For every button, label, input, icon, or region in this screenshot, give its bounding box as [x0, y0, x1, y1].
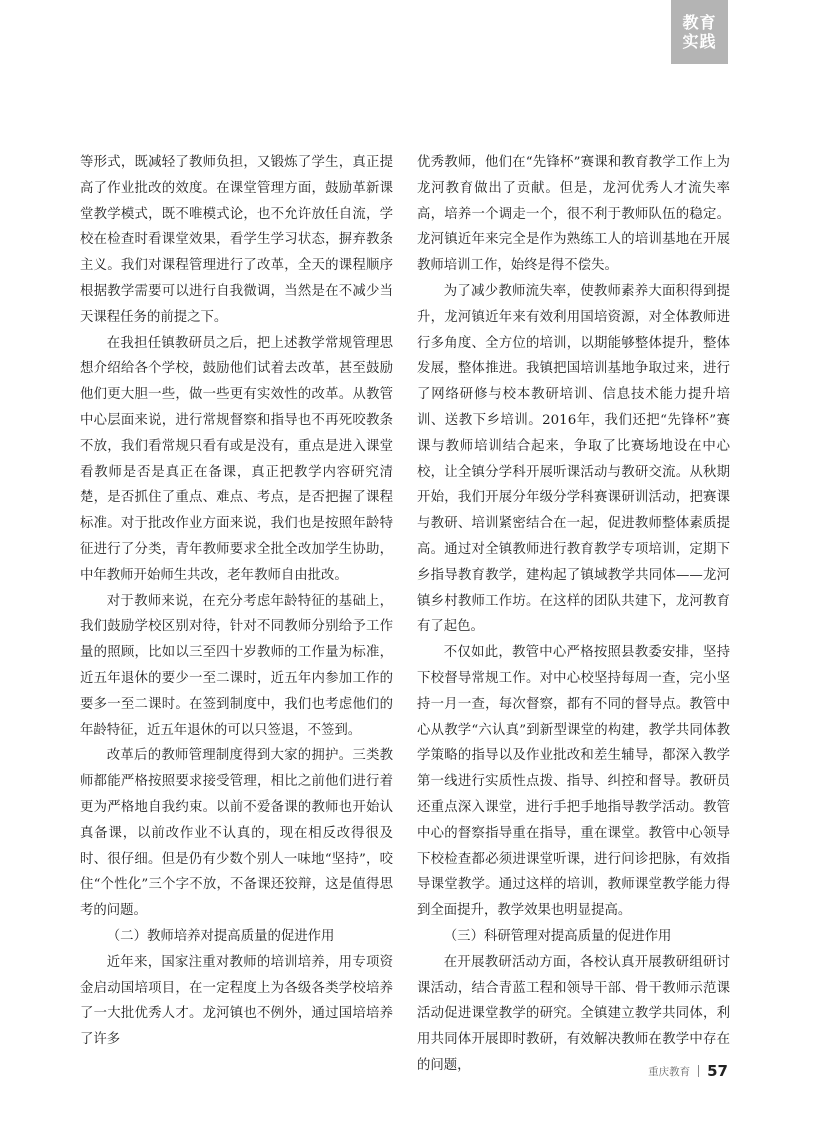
paragraph: 在开展教研活动方面，各校认真开展教研组研讨课活动，结合青蓝工程和领导干部、骨干教师示范课活动促进课堂教学的研究。全镇建立教学共同体，利用共同体开展即时教研，有效解决教师在教学中存在的问题，	[417, 954, 730, 1073]
right-column	[417, 150, 730, 1079]
section-tab-line2: 实践	[682, 32, 717, 51]
left-column	[80, 150, 393, 1053]
section-heading: （二）教师培养对提高质量的促进作用	[106, 928, 335, 944]
paragraph: 不仅如此，教管中心严格按照县教委安排，坚持下校督导常规工作。对中心校坚持每周一查，完小坚持一月一查，每次督察，都有不同的督导点。教管中心从教学“六认真”到新型课堂的构建，教学共同体教学策略的指导以及作业批改和差生辅导，都深入教学第一线进行实质性点拨、指导、纠控和督导。教研员还重点深入课堂，进行手把手地指导教学活动。教管中心的督察指导重在指导，重在课堂。教管中心领导下校检查都必须进课堂听课，进行问诊把脉，有效指导课堂教学。通过这样的培训，教师课堂教学能力得到全面提升，教学效果也明显提高。	[417, 645, 730, 919]
paragraph: 改革后的教师管理制度得到大家的拥护。三类教师都能严格按照要求接受管理，相比之前他们进行着更为严格地自我约束。以前不爱备课的教师也开始认真备课，以前改作业不认真的，现在相反改得很及时、很仔细。但是仍有少数个别人一味地“坚持”，咬住“个性化”三个字不放，不备课还狡辩，这是值得思考的问题。	[80, 748, 393, 919]
page-footer	[648, 1062, 728, 1080]
journal-name: 重庆教育	[648, 1065, 691, 1078]
paragraph: 近年来，国家注重对教师的培训培养，用专项资金启动国培项目，在一定程度上为各级各类学校培养了一大批优秀人才。龙河镇也不例外，通过国培培养了许多	[80, 954, 393, 1048]
paragraph: 优秀教师，他们在“先锋杯”赛课和教育教学工作上为龙河教育做出了贡献。但是，龙河优秀人才流失率高，培养一个调走一个，很不利于教师队伍的稳定。龙河镇近年来完全是作为熟练工人的培训基地在开展教师培训工作，始终是得不偿失。	[417, 155, 730, 274]
paragraph: 等形式，既减轻了教师负担，又锻炼了学生，真正提高了作业批改的效度。在课堂管理方面，鼓励革新课堂教学模式，既不唯模式论，也不允许放任自流，学校在检查时看课堂效果，看学生学习状态，摒弃教条主义。我们对课程管理进行了改革，全天的课程顺序根据教学需要可以进行自我微调，当然是在不减少当天课程任务的前提之下。	[80, 155, 393, 325]
section-tab	[671, 0, 728, 64]
page-number: 57	[707, 1062, 728, 1080]
footer-divider	[698, 1065, 699, 1077]
section-tab-line1: 教育	[682, 13, 717, 32]
paragraph: 为了减少教师流失率，使教师素养大面积得到提升，龙河镇近年来有效利用国培资源，对全体教师进行多角度、全方位的培训，以期能够整体提升，整体发展，整体推进。我镇把国培训基地争取过来，进行了网络研修与校本教研培训、信息技术能力提升培训、送教下乡培训。2016年，我们还把“先锋杯”赛课与教师培训结合起来，争取了比赛场地设在中心校，让全镇分学科开展听课活动与教研交流。从秋期开始，我们开展分年级分学科赛课研训活动，把赛课与教研、培训紧密结合在一起，促进教师整体素质提高。通过对全镇教师进行教育教学专项培训，定期下乡指导教育教学，建构起了镇域教学共同体——龙河镇乡村教师工作坊。在这样的团队共建下，龙河教育有了起色。	[417, 283, 730, 635]
paragraph: 在我担任镇教研员之后，把上述教学常规管理思想介绍给各个学校，鼓励他们试着去改革，甚至鼓励他们更大胆一些，做一些更有实效性的改革。从教管中心层面来说，进行常规督察和指导也不再死咬教条不放，我们看常规只看有或是没有，重点是进入课堂看教师是否是真正在备课，真正把教学内容研究清楚，是否抓住了重点、难点、考点，是否把握了课程标准。对于批改作业方面来说，我们也是按照年龄特征进行了分类，青年教师要求全批全改加学生协助，中年教师开始师生共改，老年教师自由批改。	[80, 335, 393, 583]
section-heading: （三）科研管理对提高质量的促进作用	[443, 928, 672, 944]
paragraph: 对于教师来说，在充分考虑年龄特征的基础上，我们鼓励学校区别对待，针对不同教师分别给予工作量的照顾，比如以三至四十岁教师的工作量为标准，近五年退休的要少一至二课时，近五年内参加工作的要多一至二课时。在签到制度中，我们也考虑他们的年龄特征，近五年退休的可以只签退，不签到。	[80, 593, 393, 738]
